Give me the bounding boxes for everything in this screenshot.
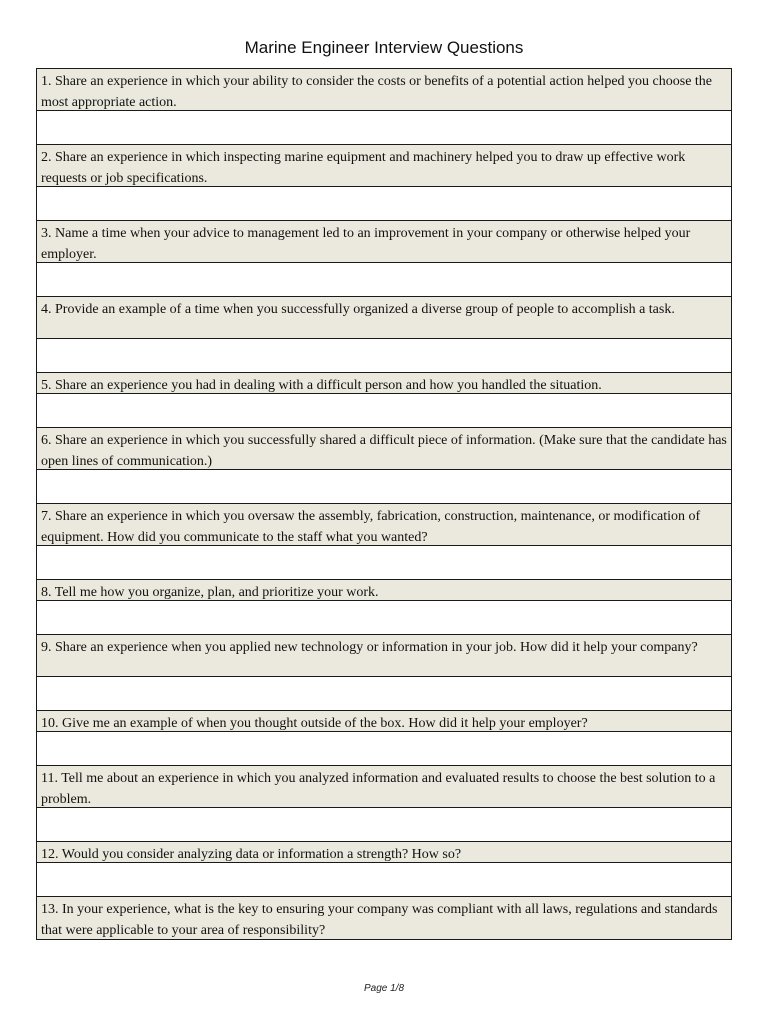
answer-field-3[interactable] xyxy=(37,263,731,297)
question-9: 9. Share an experience when you applied new technology or information in your job. How did it help your company? xyxy=(37,635,731,677)
question-12: 12. Would you consider analyzing data or information a strength? How so? xyxy=(37,842,731,863)
answer-field-4[interactable] xyxy=(37,339,731,373)
answer-field-6[interactable] xyxy=(37,470,731,504)
answer-field-1[interactable] xyxy=(37,111,731,145)
questions-table xyxy=(36,68,732,940)
question-7: 7. Share an experience in which you oversaw the assembly, fabrication, construction, maintenance, or modification of equipment. How did you communicate to the staff what you wanted? xyxy=(37,504,731,546)
answer-field-12[interactable] xyxy=(37,863,731,897)
answer-field-11[interactable] xyxy=(37,808,731,842)
question-8: 8. Tell me how you organize, plan, and prioritize your work. xyxy=(37,580,731,601)
question-4: 4. Provide an example of a time when you successfully organized a diverse group of people to accomplish a task. xyxy=(37,297,731,339)
document-title: Marine Engineer Interview Questions xyxy=(244,38,524,57)
answer-field-10[interactable] xyxy=(37,732,731,766)
question-10: 10. Give me an example of when you thought outside of the box. How did it help your employer? xyxy=(37,711,731,732)
answer-field-8[interactable] xyxy=(37,601,731,635)
question-11: 11. Tell me about an experience in which you analyzed information and evaluated results to choose the best solution to a problem. xyxy=(37,766,731,808)
answer-field-5[interactable] xyxy=(37,394,731,428)
answer-field-2[interactable] xyxy=(37,187,731,221)
question-1: 1. Share an experience in which your ability to consider the costs or benefits of a potential action helped you choose the most appropriate action. xyxy=(37,69,731,111)
question-6: 6. Share an experience in which you successfully shared a difficult piece of information. (Make sure that the candidate has open lines of communication.) xyxy=(37,428,731,470)
question-13: 13. In your experience, what is the key to ensuring your company was compliant with all laws, regulations and standards that were applicable to your area of responsibility? xyxy=(37,897,731,939)
answer-field-7[interactable] xyxy=(37,546,731,580)
answer-field-9[interactable] xyxy=(37,677,731,711)
question-3: 3. Name a time when your advice to management led to an improvement in your company or otherwise helped your employer. xyxy=(37,221,731,263)
page-number: Page 1/8 xyxy=(363,983,405,994)
question-5: 5. Share an experience you had in dealing with a difficult person and how you handled the situation. xyxy=(37,373,731,394)
question-2: 2. Share an experience in which inspecting marine equipment and machinery helped you to draw up effective work requests or job specifications. xyxy=(37,145,731,187)
